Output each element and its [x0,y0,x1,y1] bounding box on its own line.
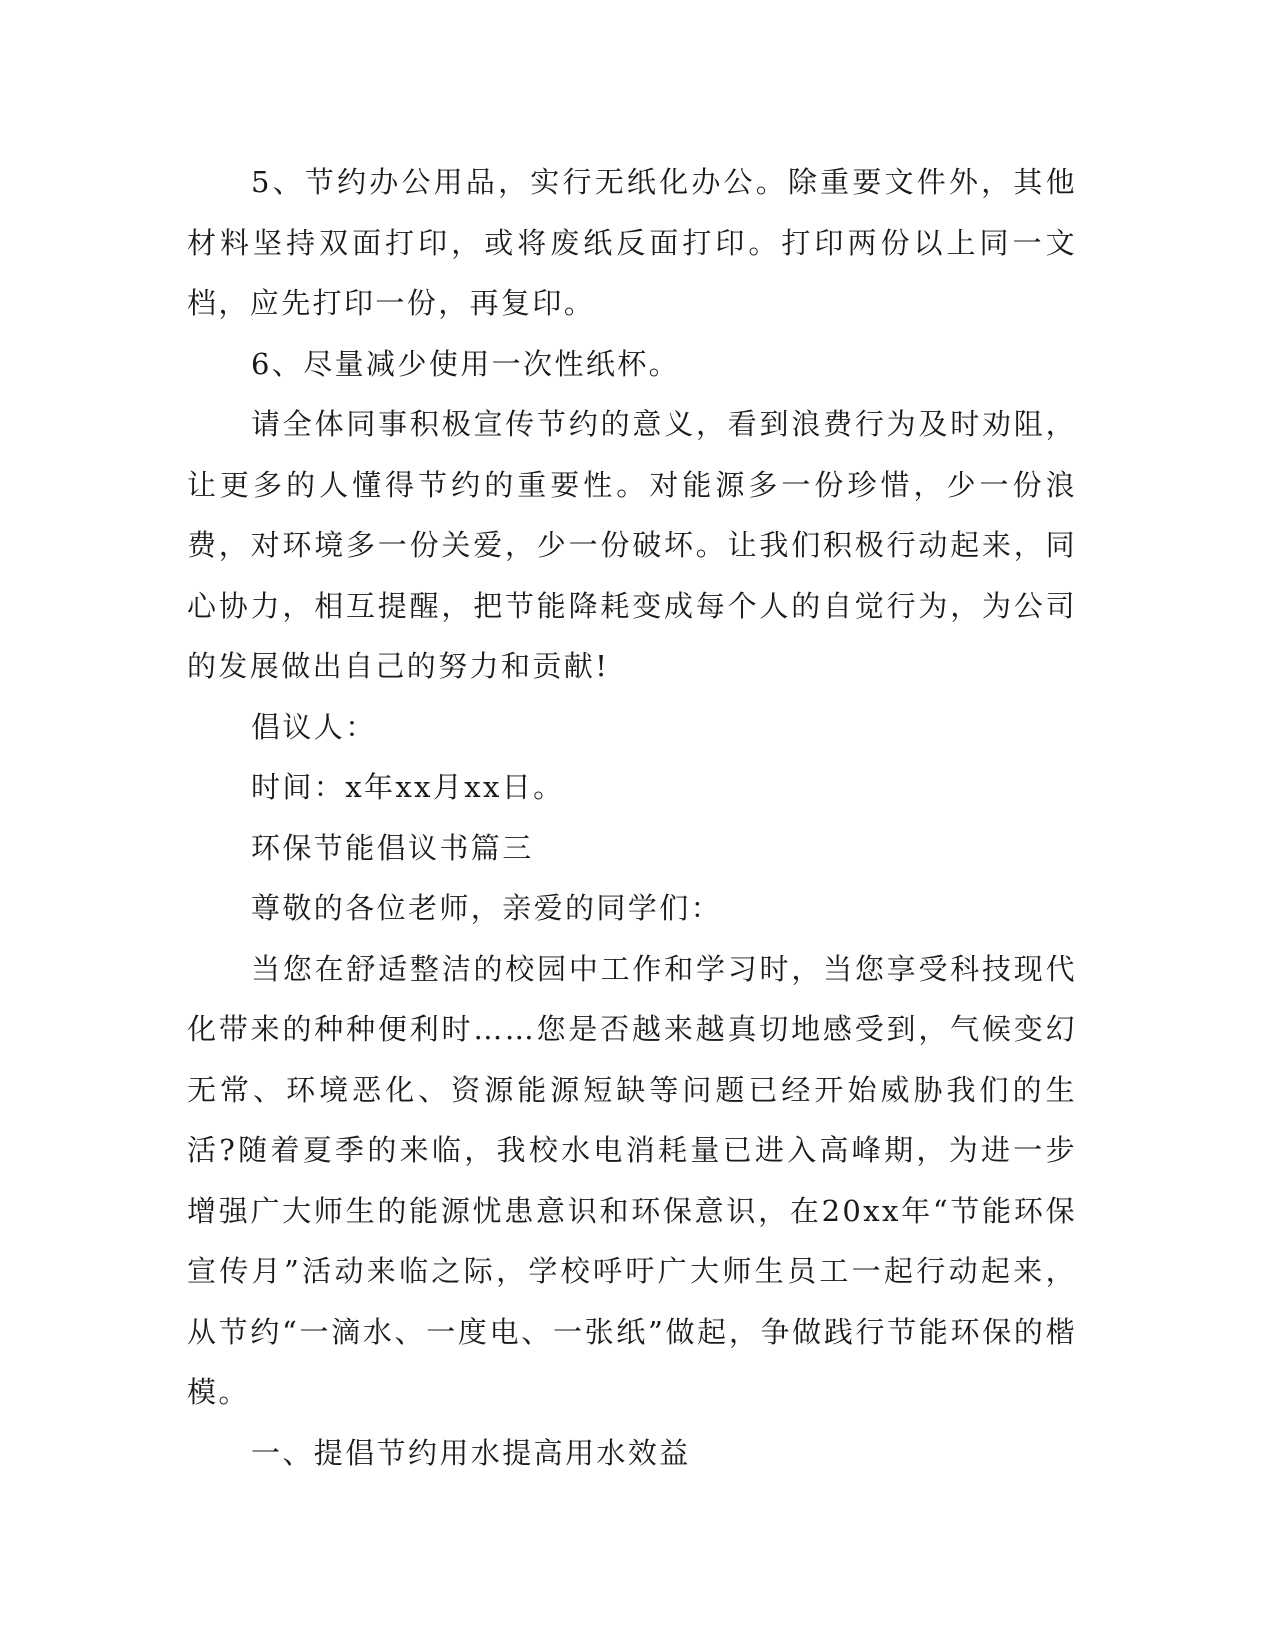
document-body [187,152,1077,1483]
paragraph-office-supplies: 5、节约办公用品，实行无纸化办公。除重要文件外，其他材料坚持双面打印，或将废纸反面打印。打印两份以上同一文档，应先打印一份，再复印。 [187,165,1077,320]
paragraph-call-to-action: 请全体同事积极宣传节约的意义，看到浪费行为及时劝阻，让更多的人懂得节约的重要性。对能源多一份珍惜，少一份浪费，对环境多一份关爱，少一份破坏。让我们积极行动起来，同心协力，相互提醒，把节能降耗变成每个人的自觉行为，为公司的发展做出自己的努力和贡献! [187,407,1077,683]
paragraph-paper-cups: 6、尽量减少使用一次性纸杯。 [251,346,681,381]
paragraph-introduction: 当您在舒适整洁的校园中工作和学习时，当您享受科技现代化带来的种种便利时……您是否越来越真切地感受到，气候变幻无常、环境恶化、资源能源短缺等问题已经开始威胁我们的生活?随着夏季的来临，我校水电消耗量已进入高峰期，为进一步增强广大师生的能源忧患意识和环保意识，在20xx年“节能环保宣传月”活动来临之际，学校呼吁广大师生员工一起行动起来，从节约“一滴水、一度电、一张纸”做起，争做践行节能环保的楷模。 [187,951,1077,1409]
salutation: 尊敬的各位老师，亲爱的同学们： [251,891,723,925]
paragraph-date: 时间：x年xx月xx日。 [251,770,565,804]
heading-water-saving: 一、提倡节约用水提高用水效益 [251,1435,691,1470]
paragraph-initiator: 倡议人： [251,709,377,744]
section-title: 环保节能倡议书篇三 [251,830,534,865]
